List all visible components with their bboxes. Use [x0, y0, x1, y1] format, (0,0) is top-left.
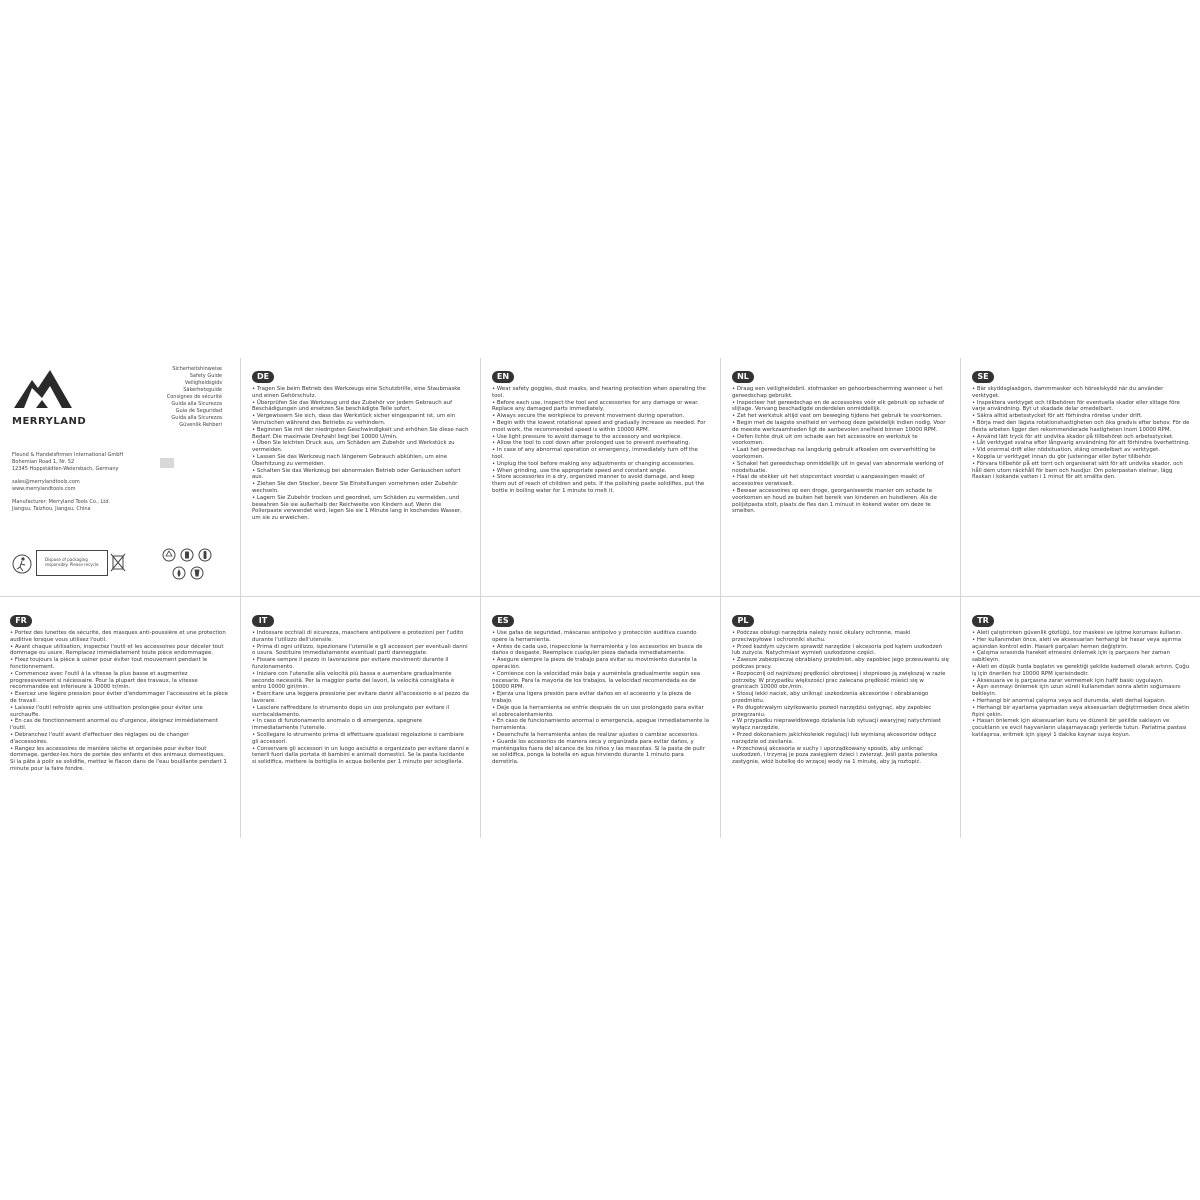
panel-pl: [724, 602, 958, 834]
list-item: • Lagern Sie Zubehör trocken und geordnet, um Schäden zu vermeiden, und bewahren Sie sie außerhalb der Reichweite von Kindern auf. Wenn die Polierpaste verwendet wird, legen Sie sie 1 Minute lang in kochendes Wasser, um sie zu erweichen.: [252, 494, 462, 522]
company-info: [12, 452, 172, 513]
list-item: • Always secure the workpiece to prevent movement during operation.: [492, 413, 685, 420]
guide-title: Safety Guide: [189, 373, 222, 379]
compliance-symbols: [12, 546, 227, 582]
panel-es: [484, 602, 718, 834]
list-item: • Laat het gereedschap na langdurig gebruik afkoelen om oververhitting te voorkomen.: [732, 447, 936, 460]
list-item: • Schalten Sie das Werkzeug bei abnormalen Betrieb oder Geräuschen sofort aus.: [252, 467, 461, 481]
guide-title: Säkerhetsguide: [183, 387, 222, 393]
list-item: • Hasarı önlemek için aksesuarları kuru ve düzenli bir şekilde saklayın ve çocukların ve evcil hayvanların ulaşamayacağı yerlerde tutun. Parlatma pastası katılaşırsa, eritmek için şişeyi 1 dakika kaynar suya koyun.: [972, 718, 1187, 738]
list-item: • Comience con la velocidad más baja y auméntela gradualmente según sea necesario. Para la mayoría de los trabajos, la velocidad recomendada es de 10000 RPM.: [492, 670, 701, 691]
list-item: • Begin met de laagste snelheid en verhoog deze geleidelijk indien nodig. Voor de meeste werkzaamheden ligt de aanbevolen snelheid binnen 10000 RPM.: [732, 419, 946, 433]
panel-divider: [720, 358, 721, 838]
company-street: Bohemian Road 1, Nr. 52: [12, 459, 75, 465]
language-badge: SE: [972, 371, 994, 383]
panel-divider: [960, 358, 961, 838]
company-email: sales@merrylandtools.com: [12, 479, 80, 485]
list-item: • Bär skyddsglasögon, dammmasker och hörselskydd när du använder verktyget.: [972, 386, 1164, 399]
list-item: • Inspecteer het gereedschap en de accessoires vóór elk gebruik op schade of slijtage. Vervang beschadigde onderdelen onmiddellijk.: [732, 399, 945, 413]
tidyman-icon: [12, 554, 32, 574]
list-item: • Stosuj lekki nacisk, aby uniknąć uszkodzenia akcesoriów i obrabianego przedmiotu.: [732, 691, 929, 704]
list-item: • Commencez avec l'outil à la vitesse la plus basse et augmentez progressivement si nécessaire. Pour la plupart des travaux, la vitesse recommandée est inférieure à 10000 tr/min.: [10, 670, 198, 691]
list-item: • Po długotrwałym użytkowaniu pozwól narzędziu ostygnąć, aby zapobiec przegrzaniu.: [732, 704, 932, 718]
list-item: • Portez des lunettes de sécurité, des masques anti-poussière et une protection auditive lorsque vous utilisez l'outil.: [10, 630, 226, 643]
list-item: • W przypadku nieprawidłowego działania lub sytuacji awaryjnej natychmiast wyłącz narzędzie.: [732, 718, 941, 732]
list-item: • Antes de cada uso, inspeccione la herramienta y los accesorios en busca de daños o desgaste. Reemplace cualquier pieza dañada inmediatamente.: [492, 643, 703, 657]
list-item: • Zawsze zabezpieczaj obrabiany przedmiot, aby zapobiec jego przesuwaniu się podczas pracy.: [732, 657, 949, 670]
mountain-logo-icon: [12, 368, 74, 410]
list-item: • Iniziare con l'utensile alla velocità più bassa e aumentare gradualmente secondo necessità. Per la maggior parte dei lavori, la velocità consigliata è entro 10000 giri/min.: [252, 670, 455, 691]
list-item: • Fixez toujours la pièce à usiner pour éviter tout mouvement pendant le fonctionnement.: [10, 657, 208, 670]
language-badge: ES: [492, 615, 514, 627]
bottle-icon: [198, 548, 212, 562]
list-item: • En caso de funcionamiento anormal o emergencia, apague inmediatamente la herramienta.: [492, 718, 710, 732]
list-item: • Überprüfen Sie das Werkzeug und das Zubehör vor jedem Gebrauch auf Beschädigungen und ersetzen Sie beschädigte Teile sofort.: [252, 399, 452, 413]
list-item: • Förvara tillbehör på ett torrt och organiserat sätt för att undvika skador, och håll dem utom räckhåll för barn och husdjur. Om polerpastan stelnar, lägg flaskan i kokande vatten i 1 minut för att smälta den.: [972, 460, 1183, 481]
paper-icon: [180, 548, 194, 562]
list-item: • Koppla ur verktyget innan du gör justeringar eller byter tillbehör.: [972, 453, 1152, 460]
guide-titles: [167, 366, 222, 429]
panel-nl: [724, 358, 958, 590]
list-item: • Använd lätt tryck för att undvika skador på tillbehöret och arbetsstycket.: [972, 433, 1174, 440]
list-item: • Before each use, inspect the tool and accessories for any damage or wear. Replace any damaged parts immediately.: [492, 399, 699, 413]
list-item: • Laissez l'outil refroidir après une utilisation prolongée pour éviter une surchauffe.: [10, 704, 203, 718]
list-item: • Use gafas de seguridad, máscaras antipolvo y protección auditiva cuando opere la herramienta.: [492, 630, 697, 643]
list-item: • Låt verktyget svalna efter långvarig användning för att förhindra överhettning.: [972, 440, 1190, 447]
list-item: • Asegure siempre la pieza de trabajo para evitar su movimiento durante la operación.: [492, 657, 697, 670]
panel-tr: [964, 602, 1198, 834]
brand-logo: [12, 368, 92, 427]
list-item: • Conservare gli accessori in un luogo asciutto e organizzato per evitare danni e tenerli fuori dalla portata di bambini e animali domestici. Se la pasta lucidante si solidifica, mettere la bottiglia in acqua bollente per 1 minuto per scioglierla.: [252, 745, 469, 766]
stamp-icon: [160, 458, 174, 468]
list-item: • En cas de fonctionnement anormal ou d'urgence, éteignez immédiatement l'outil.: [10, 718, 218, 732]
panel-divider: [480, 358, 481, 838]
manufacturer-line: Manufacturer: Merryland Tools Co., Ltd.: [12, 499, 111, 505]
list-item: • Przed dokonaniem jakichkolwiek regulacji lub wymianą akcesoriów odłącz narzędzie od zasilania.: [732, 731, 937, 745]
list-item: • When grinding, use the appropriate speed and constant angle.: [492, 467, 667, 474]
list-item: • Store accessories in a dry, organized manner to avoid damage, and keep them out of reach of children and pets. If the polishing paste solidifies, put the bottle in boiling water for 1 minute to melt it.: [492, 474, 705, 494]
list-item: • Unplug the tool before making any adjustments or changing accessories.: [492, 460, 695, 467]
panel-divider: [240, 358, 241, 838]
language-badge: PL: [732, 615, 754, 627]
list-item: • Exercez une légère pression pour éviter d'endommager l'accessoire et la pièce de travail.: [10, 691, 228, 704]
list-item: • Guarde los accesorios de manera seca y organizada para evitar daños, y manténgalos fuera del alcance de los niños y las mascotas. Si la pasta de pulir se solidifica, ponga la botella en agua hirviendo durante 1 minuto para derretirla.: [492, 738, 705, 766]
list-item: • Bewaar accessoires op een droge, georganiseerde manier om schade te voorkomen en houd ze buiten het bereik van kinderen en huisdieren. Als de polijstpasta stolt, plaats de fles dan 1 minuut in kokend water om deze te smelten.: [732, 487, 937, 515]
list-item: • Inspektera verktyget och tillbehören för eventuella skador eller slitage före varje användning. Byt ut skadade delar omedelbart.: [972, 399, 1180, 413]
panel-it: [244, 602, 478, 834]
guide-title: Guía de Seguridad: [175, 408, 222, 414]
list-item: • Oefen lichte druk uit om schade aan het accessoire en werkstuk te voorkomen.: [732, 433, 918, 447]
list-item: • Lassen Sie das Werkzeug nach längerem Gebrauch abkühlen, um eine Überhitzung zu vermeiden.: [252, 453, 448, 467]
guide-title: Güvenlik Rehberi: [179, 422, 222, 428]
recycle-note: Dispose of packaging responsibly. Please recycle.: [45, 557, 100, 567]
list-item: • Herhangi bir anormal çalışma veya acil durumda, aleti derhal kapatın.: [972, 697, 1166, 704]
guide-title: Guida alla Sicurezza: [171, 401, 222, 407]
list-item: • Indossare occhiali di sicurezza, maschere antipolvere e protezioni per l'udito durante l'utilizzo dell'utensile.: [252, 630, 464, 643]
panel-de: [244, 358, 478, 590]
list-item: • Beginnen Sie mit der niedrigsten Geschwindigkeit und erhöhen Sie diese nach Bedarf. Die maximale Drehzahl liegt bei 10000 U/min.: [252, 426, 469, 440]
list-item: • Allow the tool to cool down after prolonged use to prevent overheating.: [492, 440, 691, 447]
panel-fr: [2, 602, 236, 834]
list-item: • Avant chaque utilisation, inspectez l'outil et les accessoires pour déceler tout dommage ou usure. Remplacez immédiatement toute pièce endommagée.: [10, 643, 224, 657]
language-badge: FR: [10, 615, 32, 627]
language-badge: DE: [252, 371, 274, 383]
list-item: • Begin with the lowest rotational speed and gradually increase as needed. For most work, the recommended speed is within 10000 RPM.: [492, 419, 706, 433]
list-item: • Ejerza una ligera presión para evitar daños en el accesorio y la pieza de trabajo.: [492, 691, 692, 704]
list-item: • Börja med den lägsta rotationshastigheten och öka gradvis efter behov. För de flesta arbeten ligger den rekommenderade hastigheten inom 10000 RPM.: [972, 419, 1190, 433]
list-item: • Säkra alltid arbetsstycket för att förhindra rörelse under drift.: [972, 413, 1143, 420]
manufacturer-address: Jiangsu, Taizhou, Jiangsu, China: [12, 506, 91, 512]
list-item: • In case of any abnormal operation or emergency, immediately turn off the tool.: [492, 447, 698, 460]
guide-title: Guida alla Sicurezza: [171, 415, 222, 421]
glass-icon: [190, 566, 204, 580]
list-item: • Use light pressure to avoid damage to the accessory and workpiece.: [492, 433, 683, 440]
list-item: • Zet het werkstuk altijd vast om beweging tijdens het gebruik te voorkomen.: [732, 413, 943, 420]
list-item: • Rangez les accessoires de manière sèche et organisée pour éviter tout dommage, gardez-les hors de portée des enfants et des animaux domestiques. Si la pâte à polir se solidifie, mettez le flacon dans de l'eau bouillante pendant 1 minute pour la faire fondre.: [10, 745, 227, 772]
list-item: • Lasciare raffreddare lo strumento dopo un uso prolungato per evitare il surriscaldamento.: [252, 704, 450, 718]
drop-icon: [172, 566, 186, 580]
list-item: • Vergewissern Sie sich, dass das Werkstück sicher eingespannt ist, um ein Verrutschen während des Betriebs zu verhindern.: [252, 413, 456, 426]
list-item: • In caso di funzionamento anomalo o di emergenza, spegnere immediatamente l'utensile.: [252, 718, 423, 732]
list-item: • Esercitare una leggera pressione per evitare danni all'accessorio e al pezzo da lavorare.: [252, 691, 469, 704]
brand-name: MERRYLAND: [12, 416, 87, 427]
list-item: • Tragen Sie beim Betrieb des Werkzeugs eine Schutzbrille, eine Staubmaske und einen Gehörschutz.: [252, 386, 461, 399]
list-item: • Vid onormal drift eller nödsituation, stäng omedelbart av verktyget.: [972, 447, 1160, 454]
row-divider: [0, 596, 1200, 597]
list-item: • Desenchufe la herramienta antes de realizar ajustes o cambiar accesorios.: [492, 731, 699, 738]
list-item: • Wear safety goggles, dust masks, and hearing protection when operating the tool.: [492, 386, 706, 399]
list-item: • Przed każdym użyciem sprawdź narzędzie i akcesoria pod kątem uszkodzeń lub zużycia. Natychmiast wymień uszkodzone części.: [732, 643, 943, 657]
list-item: • Aksesuara ve iş parçasına zarar vermemek için hafif baskı uygulayın.: [972, 677, 1164, 684]
guide-title: Veiligheidsgids: [184, 380, 222, 386]
panel-en: [484, 358, 718, 590]
language-badge: IT: [252, 615, 274, 627]
list-item: • Haal de stekker uit het stopcontact voordat u aanpassingen maakt of accessoires verwisselt.: [732, 474, 925, 488]
recycle-note-box: [36, 550, 108, 576]
list-item: • Draag een veiligheidsbril, stofmasker en gehoorbescherming wanneer u het gereedschap gebruikt.: [732, 386, 943, 399]
list-item: • Scollegare lo strumento prima di effettuare qualsiasi regolazione o cambiare gli accessori.: [252, 731, 464, 745]
list-item: • Üben Sie leichten Druck aus, um Schäden am Zubehör und Werkstück zu vermeiden.: [252, 440, 455, 454]
list-item: • Deje que la herramienta se enfríe después de un uso prolongado para evitar el sobrecalentamiento.: [492, 704, 704, 718]
recycle-icon: [162, 548, 176, 562]
list-item: • Aşırı ısınmayı önlemek için uzun süreli kullanımdan sonra aletin soğumasını bekleyin.: [972, 684, 1181, 698]
list-item: • Aleti çalıştırırken güvenlik gözlüğü, toz maskesi ve işitme koruması kullanın.: [972, 630, 1183, 636]
list-item: • Fissare sempre il pezzo in lavorazione per evitare movimenti durante il funzionamento.: [252, 657, 449, 670]
cover-panel: [2, 358, 236, 590]
language-badge: TR: [972, 615, 994, 627]
company-name: Fleund & Handelsfirmen International GmbH: [12, 452, 124, 458]
language-badge: NL: [732, 371, 754, 383]
panel-se: [964, 358, 1198, 590]
list-item: • Przechowuj akcesoria w suchy i uporządkowany sposób, aby uniknąć uszkodzeń, i trzymaj je poza zasięgiem dzieci i zwierząt. Jeśli pasta polerska zastygnie, włóż butelkę do wrzącej wody na 1 minutę, aby ją roztopić.: [732, 745, 938, 766]
list-item: • Çalışma sırasında hareket etmesini önlemek için iş parçasını her zaman sabitleyin.: [972, 650, 1170, 664]
list-item: • Aleti en düşük hızda başlatın ve gerektiği şekilde kademeli olarak artırın. Çoğu iş için önerilen hız 10000 RPM içerisindedir.: [972, 663, 1190, 677]
list-item: • Schakel het gereedschap onmiddellijk uit in geval van abnormale werking of noodsituatie.: [732, 460, 944, 474]
safety-guide-sheet: [0, 358, 1200, 838]
company-city: 12345 Hoppstädten-Weiersbach, Germany: [12, 466, 119, 472]
guide-title: Sicherheitshinweise: [172, 366, 222, 372]
list-item: • Her kullanımdan önce, aleti ve aksesuarları herhangi bir hasar veya aşınma açısından kontrol edin. Hasarlı parçaları hemen değiştirin.: [972, 636, 1182, 650]
weee-bin-icon: [110, 552, 126, 572]
company-web: www.merrylandtools.com: [12, 486, 76, 492]
list-item: • Débranchez l'outil avant d'effectuer des réglages ou de changer d'accessoires.: [10, 731, 189, 745]
list-item: • Herhangi bir ayarlama yapmadan veya aksesuarları değiştirmeden önce aletin fişini çekin.: [972, 704, 1190, 718]
language-badge: EN: [492, 371, 514, 383]
list-item: • Rozpocznij od najniższej prędkości obrotowej i stopniowo ją zwiększaj w razie potrzeby. W przypadku większości prac zalecana prędkość mieści się w granicach 10000 obr./min.: [732, 670, 946, 691]
list-item: • Prima di ogni utilizzo, ispezionare l'utensile e gli accessori per eventuali danni o usura. Sostituire immediatamente eventuali parti danneggiate.: [252, 643, 468, 657]
list-item: • Podczas obsługi narzędzia należy nosić okulary ochronne, maski przeciwpyłowe i ochronniki słuchu.: [732, 630, 911, 643]
guide-title: Consignes de sécurité: [166, 394, 222, 400]
list-item: • Ziehen Sie den Stecker, bevor Sie Einstellungen vornehmen oder Zubehör wechseln.: [252, 481, 458, 494]
